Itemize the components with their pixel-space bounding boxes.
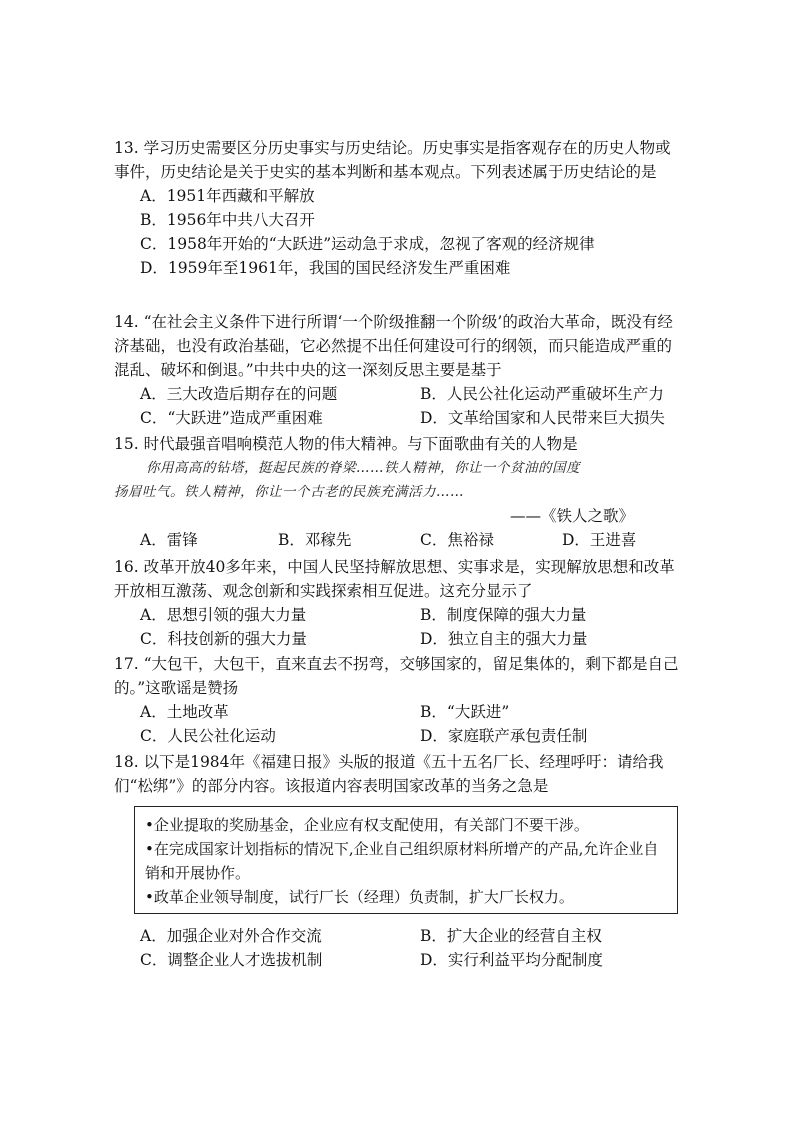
question-14-stem: 14. “在社会主义条件下进行所谓‘一个阶级推翻一个阶级’的政治大革命，既没有经济基础，也没有政治基础，它必然提不出任何建设可行的纲领，而只能造成严重的混乱、破坏和倒退。”中共中央的这一深刻反思主要是基于 (114, 313, 673, 379)
q15-option-c: C．焦裕禄 (420, 531, 494, 549)
question-17-stem: 17. “大包干，大包干，直来直去不拐弯，交够国家的，留足集体的，剩下都是自己的。”这歌谣是赞扬 (114, 655, 679, 697)
report-excerpt-box (134, 806, 678, 914)
q16-option-a: A．思想引领的强大力量 (140, 606, 307, 624)
question-15 (114, 432, 684, 552)
q18-option-d: D．实行利益平均分配制度 (420, 951, 603, 969)
report-item-3: •政革企业领导制度，试行厂长（经理）负责制，扩大厂长权力。 (145, 888, 574, 906)
q13-option-a: A．1951年西藏和平解放 (140, 187, 315, 205)
lyrics-line-2: 扬眉吐气。铁人精神，你让一个古老的民族充满活力…… (114, 484, 464, 500)
question-13 (114, 136, 684, 280)
question-17 (114, 652, 684, 748)
q15-option-b: B．邓稼先 (278, 531, 352, 549)
q14-option-a: A．三大改造后期存在的问题 (140, 385, 338, 403)
q18-option-b: B．扩大企业的经营自主权 (420, 927, 602, 945)
question-16-stem: 16. 改革开放40多年来，中国人民坚持解放思想、实事求是，实现解放思想和改革开放相互激荡、观念创新和实践探索相互促进。这充分显示了 (114, 558, 675, 600)
question-18-stem: 18. 以下是1984年《福建日报》头版的报道《五十五名厂长、经理呼吁：请给我们“松绑”》的部分内容。该报道内容表明国家改革的当务之急是 (114, 753, 664, 795)
q16-option-d: D．独立自主的强大力量 (420, 630, 588, 648)
q17-option-d: D．家庭联产承包责任制 (420, 727, 588, 745)
q17-option-c: C．人民公社化运动 (140, 727, 276, 745)
q13-option-c: C．1958年开始的“大跃进”运动急于求成，忽视了客观的经济规律 (140, 235, 595, 253)
q17-option-b: B．“大跃进” (420, 703, 510, 721)
question-16 (114, 555, 684, 651)
q16-option-b: B．制度保障的强大力量 (420, 606, 587, 624)
question-15-stem: 15. 时代最强音唱响模范人物的伟大精神。与下面歌曲有关的人物是 (114, 435, 578, 453)
song-source: ——《铁人之歌》 (509, 507, 634, 525)
q13-option-d: D．1959年至1961年，我国的国民经济发生严重困难 (140, 259, 511, 277)
q18-option-a: A．加强企业对外合作交流 (140, 927, 322, 945)
q18-option-c: C．调整企业人才选拔机制 (140, 951, 323, 969)
q14-option-d: D．文革给国家和人民带来巨大损失 (420, 409, 665, 427)
question-18 (114, 750, 684, 972)
q15-option-d: D．王进喜 (562, 531, 637, 549)
question-13-stem: 13. 学习历史需要区分历史事实与历史结论。历史事实是指客观存在的历史人物或事件，历史结论是关于史实的基本判断和基本观点。下列表述属于历史结论的是 (114, 139, 671, 181)
q13-option-b: B．1956年中共八大召开 (140, 211, 315, 229)
q14-option-b: B．人民公社化运动严重破坏生产力 (420, 385, 664, 403)
q16-option-c: C．科技创新的强大力量 (140, 630, 307, 648)
q17-option-a: A．土地改革 (140, 703, 229, 721)
report-item-1: •企业提取的奖励基金，企业应有权支配使用，有关部门不要干涉。 (145, 816, 589, 834)
lyrics-line-1: 你用高高的钻塔，挺起民族的脊梁……铁人精神，你让一个贫油的国度 (146, 460, 580, 476)
song-lyrics (114, 456, 684, 504)
q15-option-a: A．雷锋 (140, 531, 198, 549)
report-item-2: •在完成国家计划指标的情况下,企业自己组织原材料所增产的产品,允许企业自销和开展协作。 (145, 840, 659, 882)
q14-option-c: C．“大跃进”造成严重困难 (140, 409, 323, 427)
question-14 (114, 310, 684, 430)
